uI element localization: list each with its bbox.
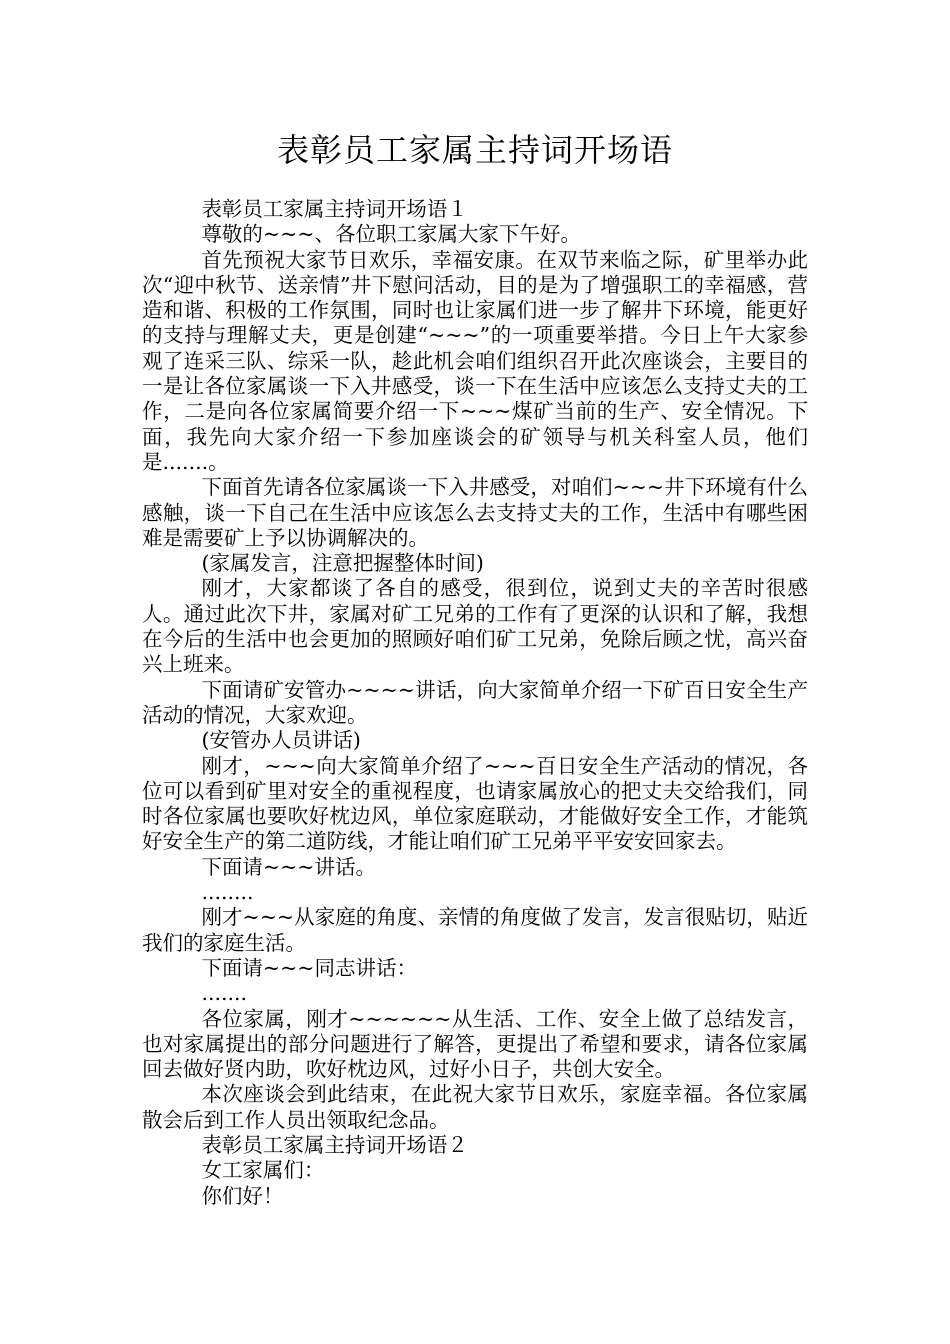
paragraph: 下面请~~~讲话。 — [201, 854, 376, 879]
paragraph: (家属发言，注意把握整体时间) — [201, 551, 484, 576]
paragraph: 下面请~~~同志讲话： — [201, 955, 417, 980]
paragraph: 尊敬的~~~、各位职工家属大家下午好。 — [201, 222, 581, 247]
paragraph: 刚才，大家都谈了各自的感受，很到位，说到丈夫的辛苦时很感人。通过此次下井，家属对矿工兄弟的工作有了更深的认识和了解，我想在今后的生活中也会更加的照顾好咱们矿工兄弟，免除后顾之忧，高兴奋兴上班来。 — [142, 576, 808, 677]
paragraph: 首先预祝大家节日欢乐，幸福安康。在双节来临之际，矿里举办此次“迎中秋节、送亲情”井下慰问活动，目的是为了增强职工的幸福感，营造和谐、积极的工作氛围，同时也让家属们进一步了解井下环境，能更好的支持与理解丈夫，更是创建“~~~”的一项重要举措。今日上午大家参观了连采三队、综采一队，趁此机会咱们组织召开此次座谈会，主要目的一是让各位家属谈一下入井感受，谈一下在生活中应该怎么支持丈夫的工作，二是向各位家属简要介绍一下~~~煤矿当前的生产、安全情况。下面，我先向大家介绍一下参加座谈会的矿领导与机关科室人员，他们是.......。 — [142, 247, 808, 474]
paragraph: 你们好！ — [201, 1183, 284, 1208]
paragraph: 表彰员工家属主持词开场语２ — [201, 1132, 468, 1157]
document-title: 表彰员工家属主持词开场语 — [276, 131, 673, 169]
paragraph: 下面首先请各位家属谈一下入井感受，对咱们~~~井下环境有什么感触，谈一下自己在生活中应该怎么去支持丈夫的工作，生活中有哪些困难是需要矿上予以协调解决的。 — [142, 475, 808, 550]
document-body — [142, 197, 808, 1209]
paragraph: (安管办人员讲话) — [201, 728, 361, 753]
paragraph: 刚才，~~~向大家简单介绍了~~~百日安全生产活动的情况，各位可以看到矿里对安全的重视程度，也请家属放心的把丈夫交给我们，同时各位家属也要吹好枕边风，单位家庭联动，才能做好安全工作，才能筑好安全生产的第二道防线，才能让咱们矿工兄弟平平安安回家去。 — [142, 753, 808, 854]
paragraph: 下面请矿安管办~~~~讲话，向大家简单介绍一下矿百日安全生产活动的情况，大家欢迎。 — [142, 677, 808, 727]
paragraph: ........ — [201, 880, 254, 905]
paragraph: 各位家属，刚才~~~~~~从生活、工作、安全上做了总结发言，也对家属提出的部分问题进行了解答，更提出了希望和要求，请各位家属回去做好贤内助，吹好枕边风，过好小日子，共创大安全。 — [142, 1006, 808, 1082]
paragraph: 女工家属们： — [201, 1158, 325, 1183]
paragraph: 刚才~~~从家庭的角度、亲情的角度做了发言，发言很贴切，贴近我们的家庭生活。 — [142, 905, 808, 955]
paragraph: 本次座谈会到此结束，在此祝大家节日欢乐，家庭幸福。各位家属散会后到工作人员出领取纪念品。 — [142, 1082, 808, 1132]
paragraph: 表彰员工家属主持词开场语１ — [201, 197, 468, 221]
paragraph: ....... — [201, 981, 248, 1006]
